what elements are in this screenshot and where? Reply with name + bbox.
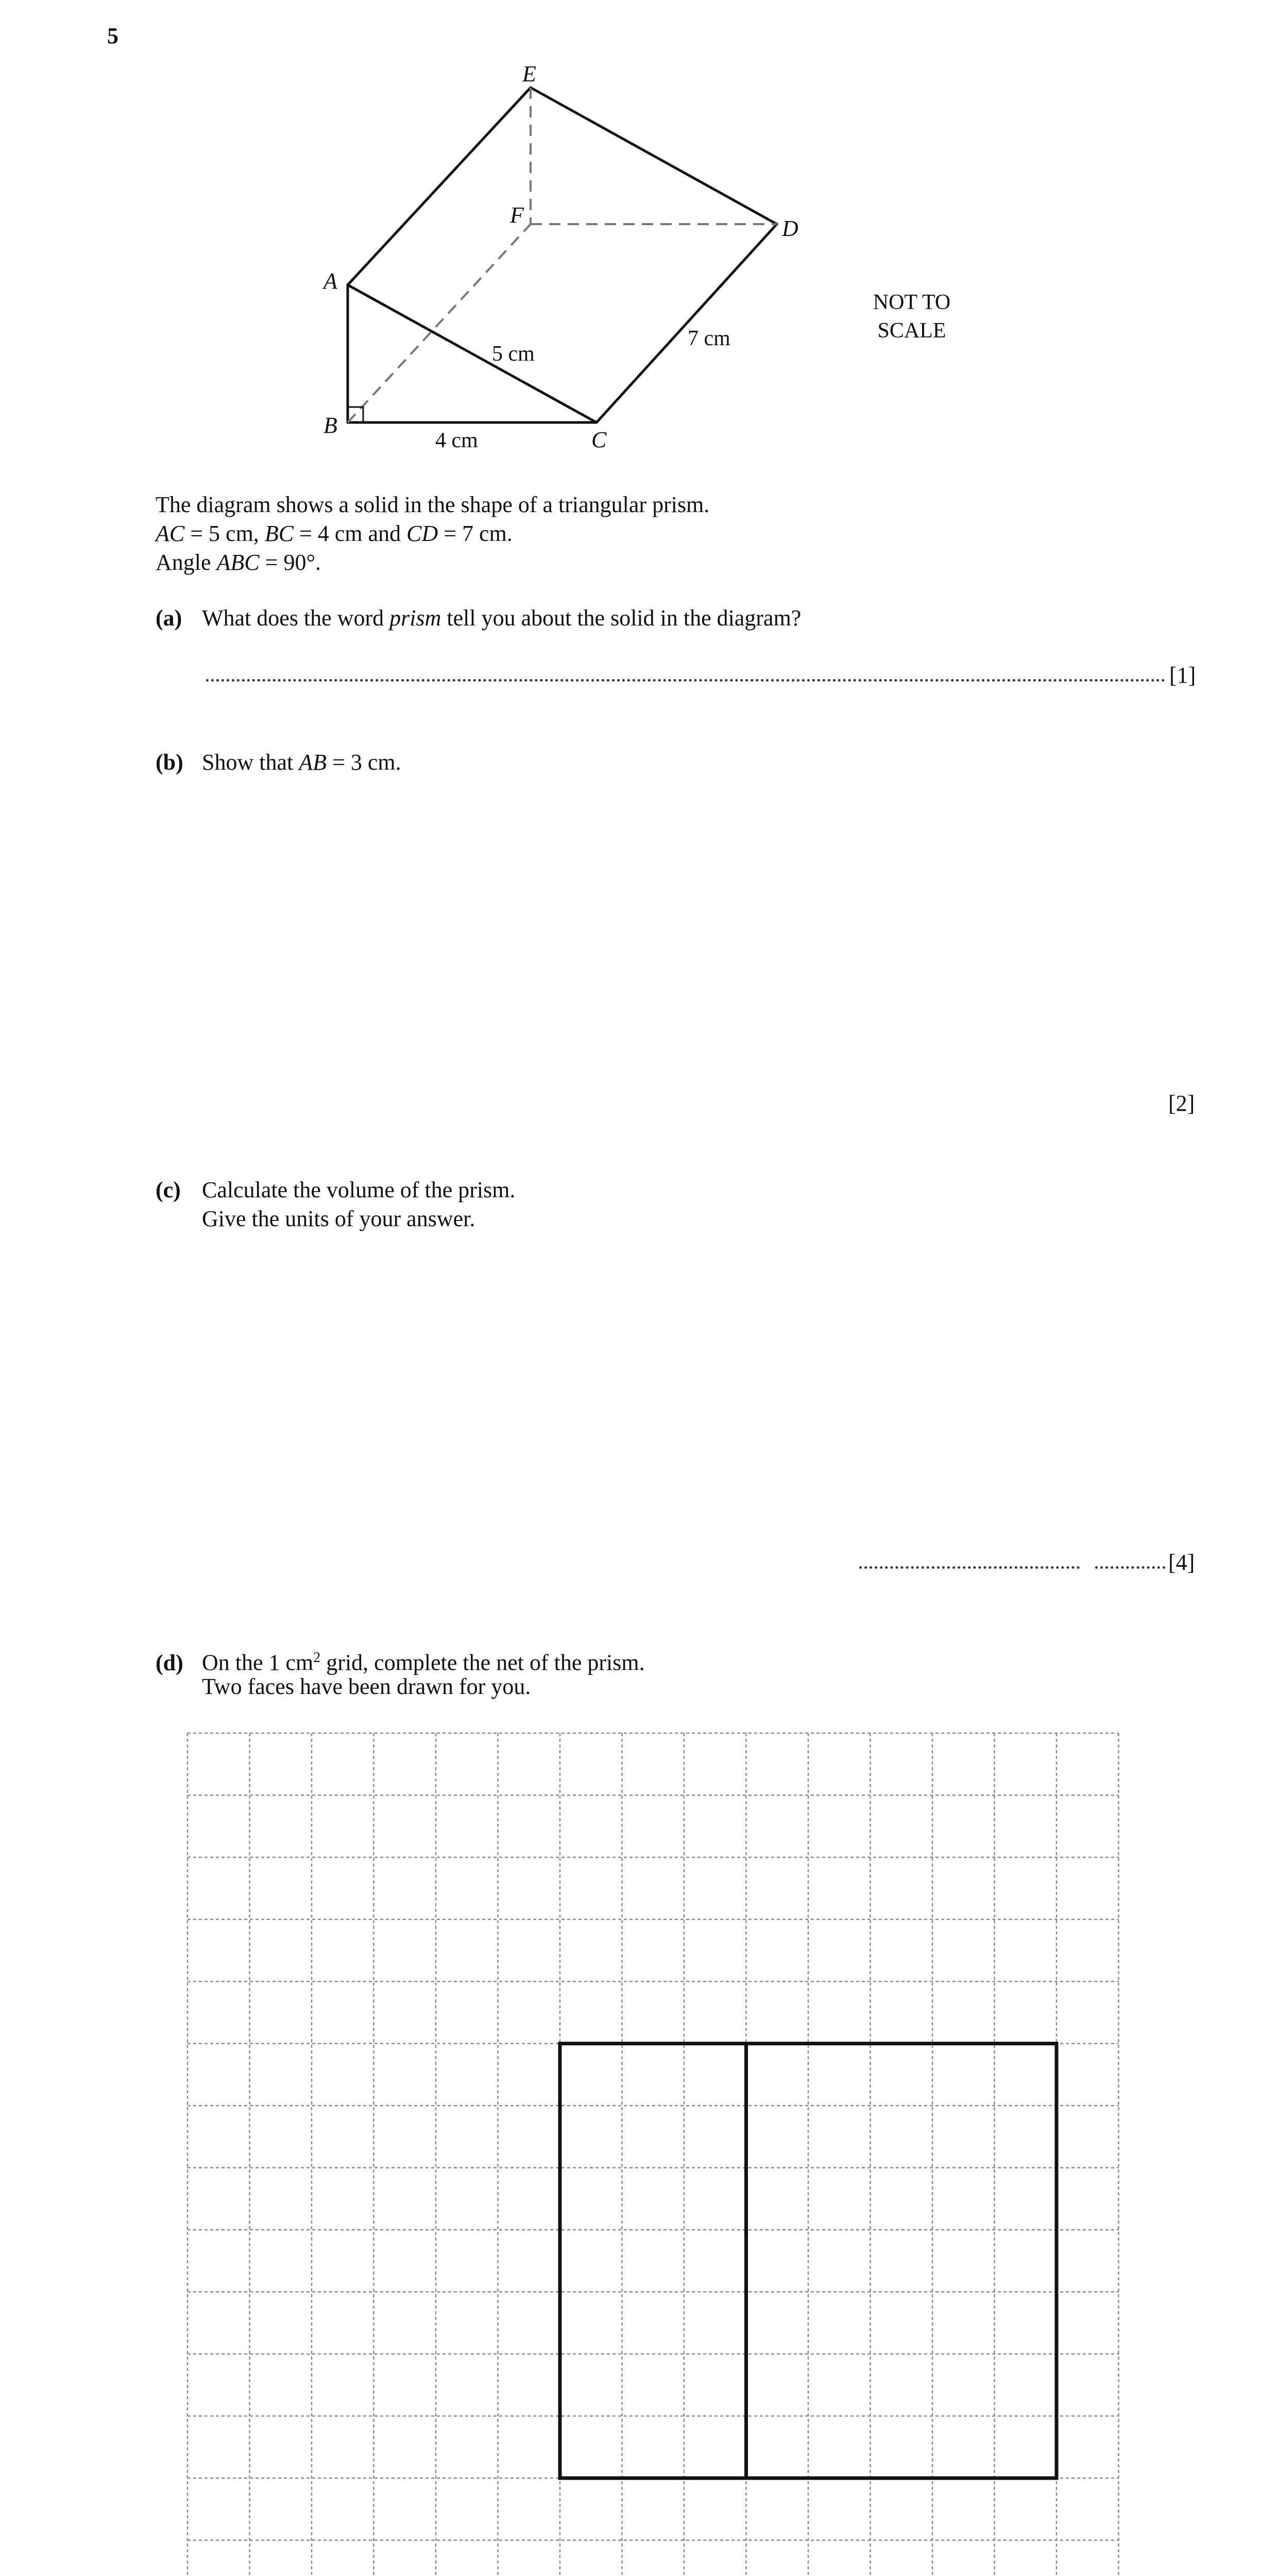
part-c-units-line[interactable] — [1095, 1566, 1165, 1569]
part-c-line1: Calculate the volume of the prism. — [202, 1177, 516, 1202]
part-a-text-pre: What does the word — [202, 605, 390, 631]
part-d-question-2 — [202, 1672, 531, 1701]
vertex-label-B: B — [323, 413, 337, 438]
edge-label-BC: 4 cm — [435, 429, 478, 452]
intro-abc: ABC — [216, 550, 260, 575]
part-c-line2: Give the units of your answer. — [202, 1206, 475, 1231]
part-a-question — [156, 604, 801, 633]
part-b-text-em: AB — [299, 750, 327, 775]
part-c-question-1 — [156, 1176, 516, 1205]
part-a-text-em: prism — [389, 605, 441, 631]
intro-angle-word: Angle — [156, 550, 217, 575]
intro-ac: AC — [156, 521, 185, 546]
net-face-3x7 — [560, 2044, 746, 2479]
part-a-label: (a) — [156, 605, 182, 631]
intro-angle-value: = 90°. — [259, 550, 321, 575]
part-b-text-post: = 3 cm. — [327, 750, 401, 775]
edge-ED — [531, 88, 777, 224]
vertex-label-D: D — [782, 216, 798, 241]
intro-bc: BC — [264, 521, 294, 546]
prism-diagram — [288, 52, 1010, 464]
intro-ac-value: = 5 cm, — [184, 521, 265, 546]
part-a-answer-line[interactable] — [206, 679, 1165, 682]
edge-AC — [348, 285, 597, 422]
vertex-label-F: F — [510, 202, 524, 228]
part-c-marks: [4] — [1168, 1550, 1195, 1575]
part-a-text-post: tell you about the solid in the diagram? — [441, 605, 802, 631]
part-c-working-space[interactable] — [156, 1247, 1165, 1535]
part-d-line2: Two faces have been drawn for you. — [202, 1674, 531, 1699]
part-d-line1-post: grid, complete the net of the prism. — [320, 1650, 645, 1675]
intro-line-1 — [156, 490, 709, 519]
part-b-question — [156, 748, 401, 777]
part-c-label: (c) — [156, 1177, 181, 1202]
edge-label-AC: 5 cm — [492, 342, 535, 366]
part-b-label: (b) — [156, 750, 183, 775]
intro-text-1: The diagram shows a solid in the shape of a triangular prism. — [156, 492, 710, 517]
not-to-scale-line1: NOT TO — [873, 291, 951, 314]
part-d-line1-sup: 2 — [313, 1650, 321, 1666]
part-b-marks: [2] — [1168, 1091, 1195, 1116]
part-c-question-2 — [202, 1205, 475, 1233]
part-a-marks: [1] — [1169, 663, 1196, 688]
part-b-working-space[interactable] — [156, 788, 1165, 1066]
part-d-line1-pre: On the 1 cm — [202, 1650, 314, 1675]
part-d-label: (d) — [156, 1650, 183, 1675]
intro-cd-value: = 7 cm. — [438, 521, 513, 546]
vertex-label-C: C — [591, 427, 607, 452]
intro-cd: CD — [406, 521, 438, 546]
not-to-scale-line2: SCALE — [877, 319, 946, 343]
edge-DC — [597, 224, 777, 422]
net-face-5x7 — [746, 2044, 1057, 2479]
edge-label-CD: 7 cm — [688, 327, 730, 350]
question-number: 5 — [107, 23, 118, 48]
vertex-label-E: E — [522, 61, 536, 87]
net-grid[interactable] — [185, 1731, 1123, 2576]
intro-line-3 — [156, 548, 321, 577]
part-c-answer-line[interactable] — [859, 1566, 1080, 1569]
vertex-label-A: A — [323, 268, 337, 294]
intro-bc-value: = 4 cm and — [294, 521, 407, 546]
part-b-text-pre: Show that — [202, 750, 299, 775]
intro-line-2 — [156, 519, 513, 548]
